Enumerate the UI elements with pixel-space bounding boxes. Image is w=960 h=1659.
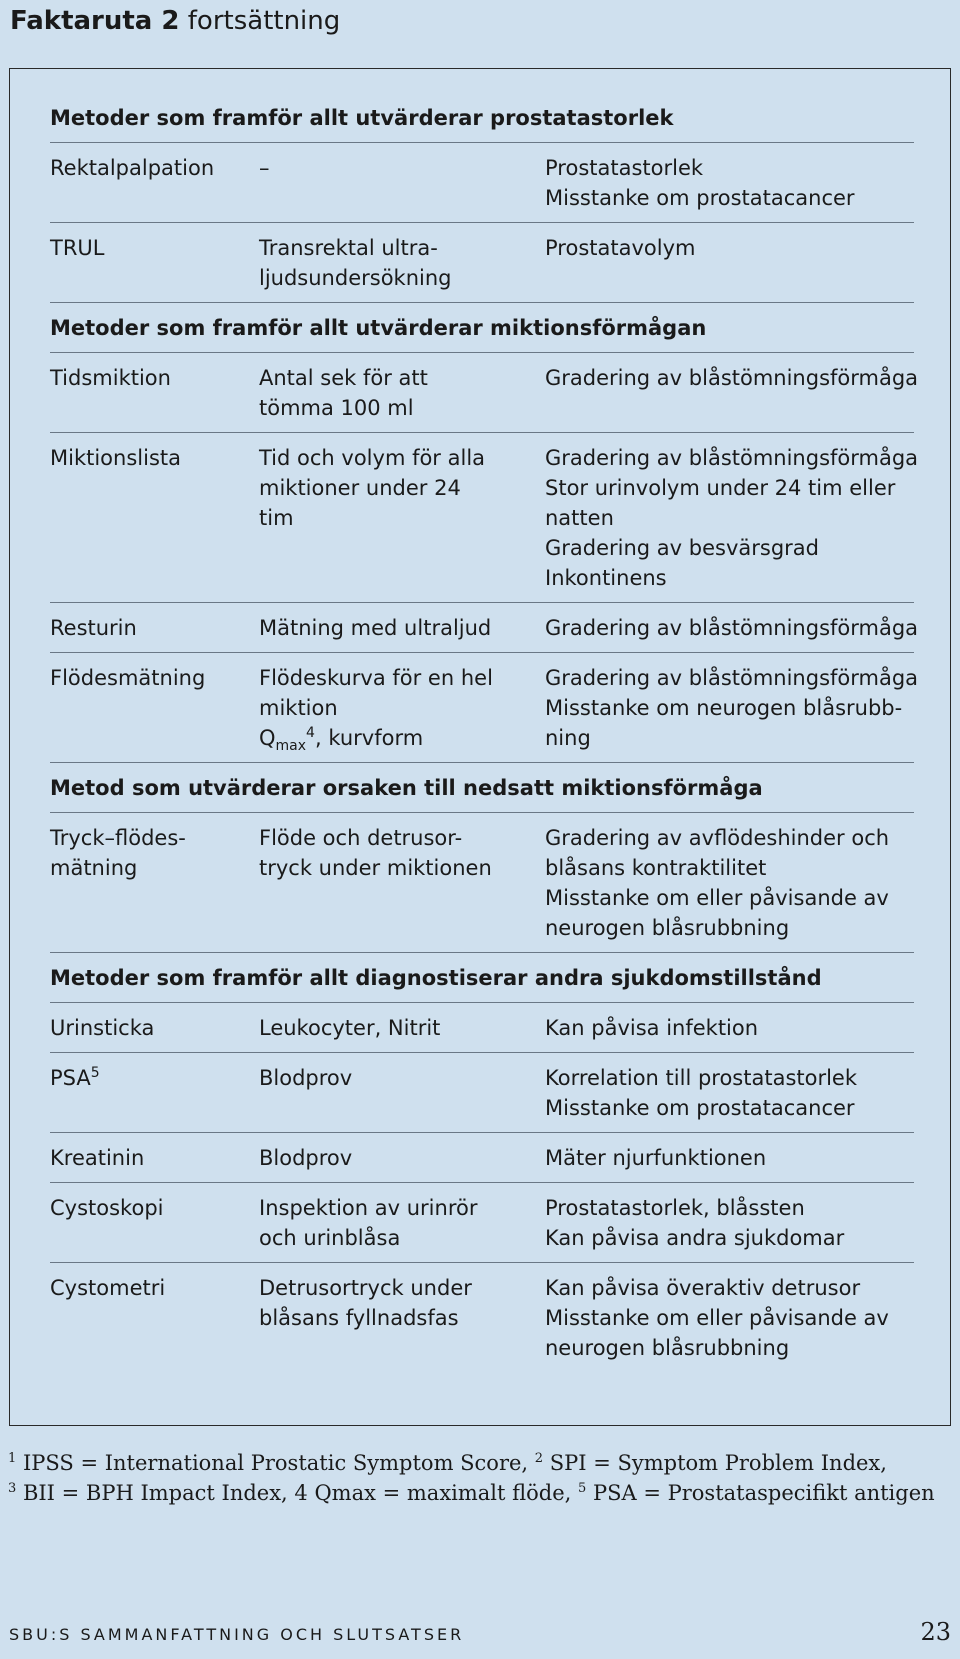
table-row (50, 1053, 914, 1133)
result-cell: Mäter njurfunktionen (545, 1146, 767, 1170)
result-cell: Gradering av blåstömningsförmåga (545, 616, 919, 640)
method-cell: Kreatinin (50, 1146, 145, 1170)
measure-cell: Mätning med ultraljud (259, 616, 492, 640)
table-row (50, 1133, 914, 1183)
method-cell: Cystoskopi (50, 1196, 164, 1220)
table-row (50, 143, 914, 223)
table-row (50, 603, 919, 653)
measure-cell: Blodprov (259, 1146, 353, 1170)
method-cell: Tidsmiktion (50, 366, 171, 390)
measure-cell: Inspektion av urinrör och urinblåsa (259, 1196, 478, 1250)
method-cell: Urinsticka (50, 1016, 155, 1040)
measure-cell: – (259, 156, 270, 180)
table-row (50, 1183, 914, 1263)
measure-cell: Tid och volym för alla miktioner under 24 tim (259, 446, 486, 530)
page-title-bold: Faktaruta 2 (10, 6, 180, 36)
result-cell: Prostatavolym (545, 236, 696, 260)
measure-cell: Flödeskurva för en hel miktion $Q_{max}^4$, kurvform (259, 663, 545, 753)
table-row (50, 223, 914, 303)
result-cell: Korrelation till prostatastorlek Misstanke om prostatacancer (545, 1066, 858, 1120)
table-row (50, 813, 914, 953)
section-heading-micturition: Metoder som framför allt utvärderar miktionsförmågan (50, 303, 914, 353)
running-footer: SBU:S SAMMANFATTNING OCH SLUTSATSER (9, 1625, 465, 1644)
page-number: 23 (920, 1618, 951, 1646)
measure-cell: Detrusortryck under blåsans fyllnadsfas (259, 1276, 472, 1330)
footnote-line-1: $^1$ IPSS = International Prostatic Symptom Score, $^2$ SPI = Symptom Problem Index, (8, 1451, 887, 1475)
measure-cell: Antal sek för att tömma 100 ml (259, 366, 428, 420)
result-cell: Gradering av blåstömningsförmåga (545, 366, 919, 390)
section-heading-prostate: Metoder som framför allt utvärderar prostatastorlek (50, 93, 914, 143)
result-cell: Kan påvisa infektion (545, 1016, 759, 1040)
method-cell: Resturin (50, 616, 137, 640)
footnote-line-2: $^3$ BII = BPH Impact Index, 4 Qmax = maximalt flöde, $^5$ PSA = Prostataspecifikt antigen (8, 1481, 935, 1505)
measure-cell: Transrektal ultra- ljudsundersökning (259, 236, 452, 290)
footnotes (8, 1448, 935, 1508)
method-cell: Cystometri (50, 1276, 166, 1300)
section-heading-other: Metoder som framför allt diagnostiserar andra sjukdomstillstånd (50, 953, 914, 1003)
measure-cell: Flöde och detrusor- tryck under miktionen (259, 826, 492, 880)
methods-table (50, 93, 919, 1372)
method-cell: PSA$^5$ (50, 1065, 100, 1090)
table-row (50, 353, 919, 433)
section-heading-cause: Metod som utvärderar orsaken till nedsatt miktionsförmåga (50, 763, 914, 813)
measure-cell: Leukocyter, Nitrit (259, 1016, 441, 1040)
result-cell: Prostatastorlek Misstanke om prostatacancer (545, 156, 855, 210)
table-row (50, 1263, 914, 1372)
table-row (50, 433, 919, 603)
result-cell: Gradering av avflödeshinder och blåsans kontraktilitet Misstanke om eller påvisande av neurogen blåsrubbning (545, 826, 890, 940)
method-cell: Flödesmätning (50, 666, 206, 690)
result-cell: Kan påvisa överaktiv detrusor Misstanke om eller påvisande av neurogen blåsrubbning (545, 1276, 889, 1360)
table-row (50, 1003, 914, 1053)
table-row (50, 653, 919, 763)
result-cell: Gradering av blåstömningsförmåga Stor urinvolym under 24 tim eller natten Gradering av besvärsgrad Inkontinens (545, 446, 919, 590)
qmax-line: $Q_{max}^4$, kurvform (259, 725, 424, 755)
result-cell: Gradering av blåstömningsförmåga Misstanke om neurogen blåsrubb- ning (545, 666, 919, 750)
result-cell: Prostatastorlek, blåssten Kan påvisa andra sjukdomar (545, 1196, 845, 1250)
page-title-rest: fortsättning (187, 6, 341, 36)
method-cell: Miktionslista (50, 446, 181, 470)
method-cell: Rektalpalpation (50, 156, 215, 180)
fact-box (9, 68, 951, 1426)
method-cell: TRUL (50, 236, 105, 260)
measure-cell: Blodprov (259, 1066, 353, 1090)
method-cell: Tryck–flödes- mätning (50, 826, 186, 880)
page-title (10, 4, 340, 38)
